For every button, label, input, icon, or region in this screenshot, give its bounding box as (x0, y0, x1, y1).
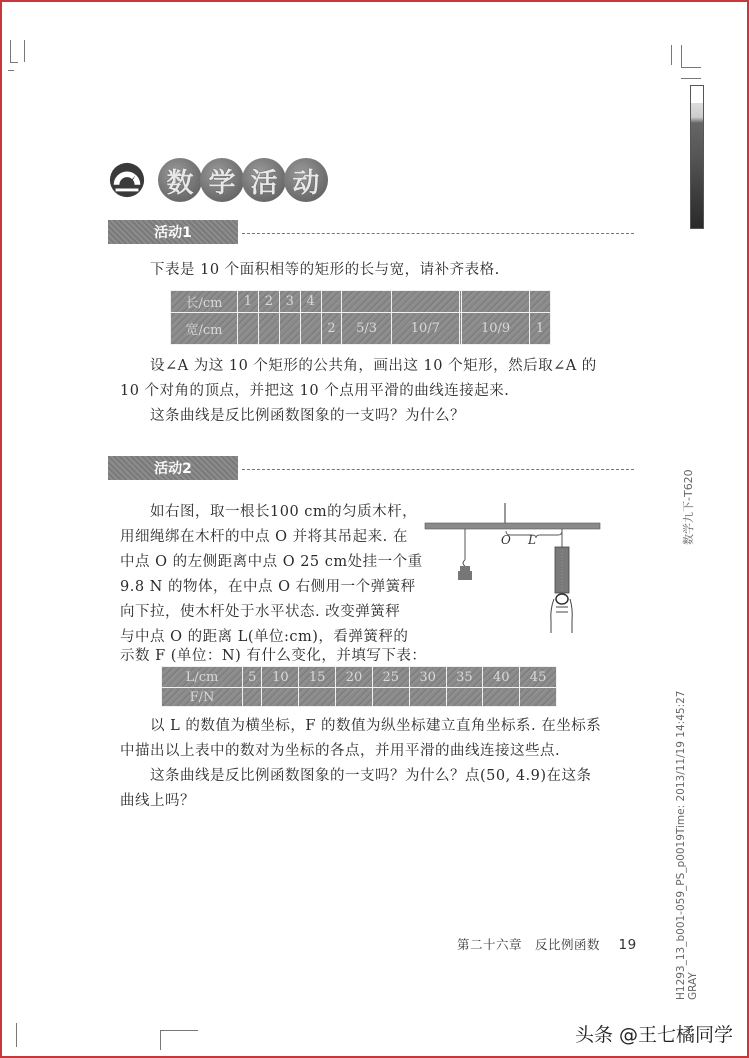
table-cell: 3 (279, 291, 300, 313)
table-cell: 15 (299, 667, 336, 688)
activity-2-text: 9.8 N 的物体，在中点 O 右侧用一个弹簧秤 (120, 579, 416, 595)
activity-1-intro: 下表是 10 个面积相等的矩形的长与宽，请补齐表格. (150, 262, 500, 278)
table-cell (530, 291, 551, 313)
table-cell (342, 291, 391, 313)
table-cell (238, 313, 259, 345)
title-char: 活 (242, 158, 286, 202)
row-header: L/cm (162, 667, 243, 688)
crop-mark (681, 45, 682, 67)
activity-2-question: 曲线上吗？ (120, 793, 195, 809)
table-cell (262, 688, 299, 707)
title-char: 数 (158, 158, 202, 202)
activity-2-question: 这条曲线是反比例函数图象的一支吗？为什么？点(50, 4.9)在这条 (150, 768, 592, 784)
crop-mark (10, 40, 11, 62)
table-cell: 25 (372, 667, 409, 688)
table-cell: 2 (321, 313, 342, 345)
table-cell: 10 (262, 667, 299, 688)
table-row (162, 667, 557, 688)
crop-mark (160, 1030, 161, 1050)
table-cell: 1 (530, 313, 551, 345)
activity-1-text: 10 个对角的顶点，并把这 10 个点用平滑的曲线连接起来. (120, 383, 510, 399)
table-cell: 35 (446, 667, 483, 688)
label-l: L (528, 533, 536, 547)
table-cell (279, 313, 300, 345)
lever-figure (420, 495, 610, 645)
row-header: 长/cm (171, 291, 238, 313)
side-code-gray: GRAY (687, 972, 699, 1000)
page-footer (457, 935, 637, 953)
crop-mark (24, 40, 25, 62)
table-cell (258, 313, 279, 345)
crop-mark (671, 45, 672, 65)
table-cell: 1 (238, 291, 259, 313)
crop-mark (10, 62, 18, 63)
activity-1-question: 这条曲线是反比例函数图象的一支吗？为什么？ (150, 408, 465, 424)
table-cell (391, 291, 459, 313)
table-cell: 2 (258, 291, 279, 313)
table-cell: 20 (336, 667, 373, 688)
table-cell (321, 291, 342, 313)
crop-mark (16, 1023, 17, 1047)
table-cell (520, 688, 557, 707)
table-cell (483, 688, 520, 707)
activity-2-label: 活动2 (108, 456, 238, 480)
activity-1-label: 活动1 (108, 220, 238, 244)
watermark: 头条 @王七橘同学 (575, 1024, 734, 1046)
row-header: F/N (162, 688, 243, 707)
table-cell: 30 (409, 667, 446, 688)
rectangle-table (170, 290, 551, 345)
lever-table (161, 666, 557, 707)
crop-mark (681, 67, 701, 68)
page-number: 19 (618, 937, 637, 953)
table-cell (372, 688, 409, 707)
table-cell: 40 (483, 667, 520, 688)
label-o: O (501, 533, 511, 547)
table-cell: 5 (243, 667, 262, 688)
activity-2-text: 与中点 O 的距离 L(单位:cm)，看弹簧秤的 (120, 629, 409, 645)
table-cell: 10/7 (391, 313, 459, 345)
table-cell (409, 688, 446, 707)
table-cell (299, 688, 336, 707)
gray-calibration-bar (690, 85, 704, 229)
crop-mark (8, 70, 14, 71)
crop-mark (681, 78, 701, 79)
activity-2-text: 如右图，取一根长100 cm的匀质木杆， (150, 504, 418, 520)
title-char: 动 (284, 158, 328, 202)
table-row (171, 313, 551, 345)
crop-mark (160, 1030, 198, 1031)
table-cell: 45 (520, 667, 557, 688)
chapter-title: 第二十六章 反比例函数 (457, 937, 601, 952)
table-cell: 5/3 (342, 313, 391, 345)
activity-2-text: 用细绳绑在木杆的中点 O 并将其吊起来. 在 (120, 529, 408, 545)
table-cell (462, 291, 530, 313)
title-char: 学 (200, 158, 244, 202)
table-cell: 10/9 (462, 313, 530, 345)
activity-1-text: 设∠A 为这 10 个矩形的公共角，画出这 10 个矩形，然后取∠A 的 (150, 358, 597, 374)
table-cell: 4 (300, 291, 321, 313)
table-cell (300, 313, 321, 345)
activity-2-after-text: 中描出以上表中的数对为坐标的各点，并用平滑的曲线连接这些点. (120, 743, 561, 759)
table-cell (243, 688, 262, 707)
gauge-icon (108, 161, 146, 199)
side-code-bottom: H1293_13_b001-059_PS_p0019Time: 2013/11/19 14:45:27 (675, 690, 687, 1000)
table-row (171, 291, 551, 313)
activity-2-after-text: 以 L 的数值为横坐标，F 的数值为纵坐标建立直角坐标系. 在坐标系 (150, 718, 602, 734)
divider (242, 469, 634, 470)
section-title (108, 155, 326, 205)
activity-2-text: 向下拉，使木杆处于水平状态. 改变弹簧秤 (120, 604, 401, 620)
table-cell (336, 688, 373, 707)
activity-2-text: 示数 F (单位：N) 有什么变化，并填写下表： (120, 648, 427, 664)
table-cell (446, 688, 483, 707)
activity-2-text: 中点 O 的左侧距离中点 O 25 cm处挂一个重 (120, 554, 423, 570)
table-row (162, 688, 557, 707)
divider (242, 233, 634, 234)
side-code-top: 数学九下-T620 (682, 469, 695, 545)
row-header: 宽/cm (171, 313, 238, 345)
